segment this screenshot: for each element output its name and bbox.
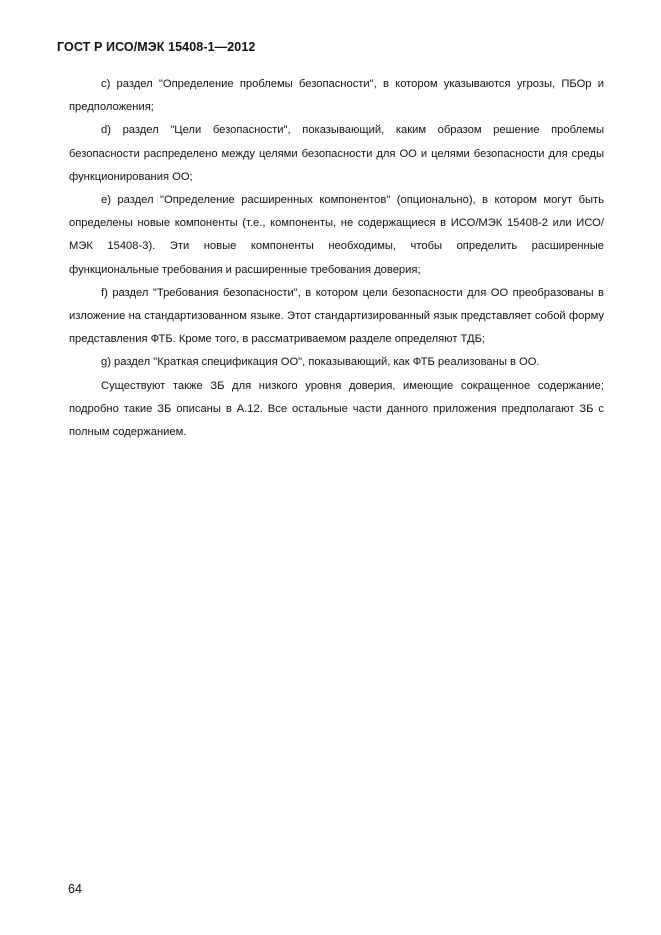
paragraph-f: f) раздел "Требования безопасности", в котором цели безопасности для ОО преобразованы в изложение на стандартизованном языке. Этот стандартизированный язык представляет собой форму представления ФТБ. Кроме того, в рассматриваемом разделе определяют ТДБ; — [69, 286, 604, 346]
paragraph-c: c) раздел "Определение проблемы безопасности", в котором указываются угрозы, ПБОр и предположения; — [69, 78, 604, 114]
paragraph-d: d) раздел "Цели безопасности", показывающий, каким образом решение проблемы безопасности распределено между целями безопасности для ОО и целями безопасности для среды функционирования ОО; — [69, 124, 604, 183]
paragraph-g: g) раздел "Краткая спецификация ОО", показывающий, как ФТБ реализованы в ОО. — [101, 356, 540, 369]
paragraph-e: e) раздел "Определение расширенных компонентов" (опционально), в котором могут быть определены новые компоненты (т.е., компоненты, не содержащиеся в ИСО/МЭК 15408-2 или ИСО/МЭК 15408-3). Эти новые компоненты необходимы, чтобы определить расширенные функциональные требования и расширенные требования доверия; — [69, 194, 604, 276]
paragraph-note: Существуют также ЗБ для низкого уровня доверия, имеющие сокращенное содержание; подробно такие ЗБ описаны в А.12. Все остальные части данного приложения предполагают ЗБ с полным содержанием. — [69, 379, 604, 439]
document-body — [69, 73, 604, 444]
page-number: 64 — [68, 882, 82, 896]
standard-header: ГОСТ Р ИСО/МЭК 15408-1—2012 — [57, 40, 256, 54]
